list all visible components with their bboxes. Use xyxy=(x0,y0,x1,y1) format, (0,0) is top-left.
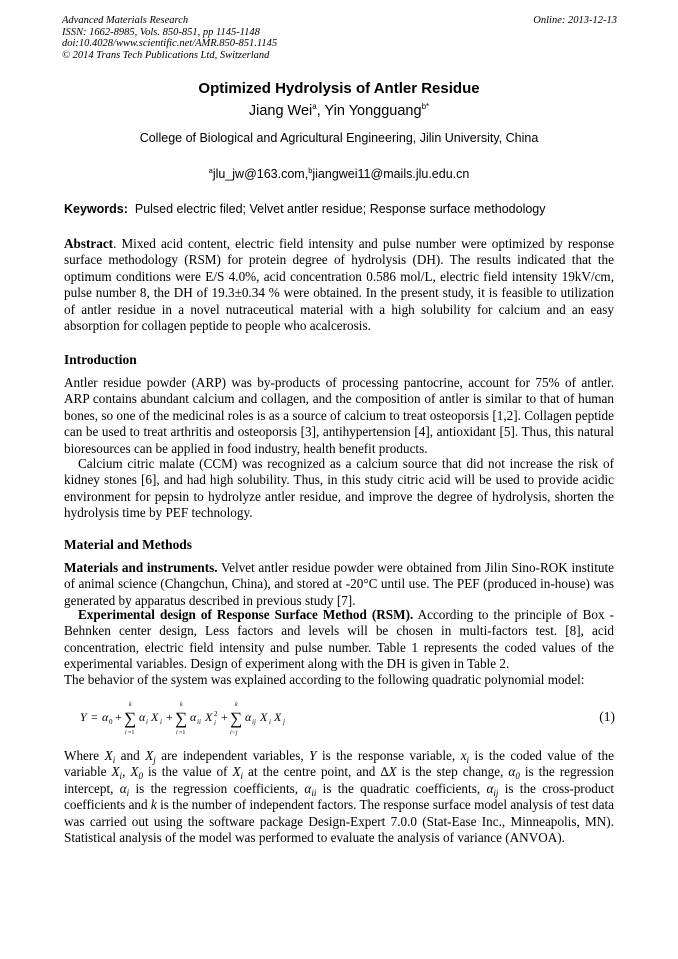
paragraph-text: is the quadratic coefficients, xyxy=(316,780,487,796)
methods-paragraph xyxy=(64,672,614,688)
paper-title: Optimized Hydrolysis of Antler Residue xyxy=(198,80,480,97)
author-line xyxy=(0,102,678,119)
doi-line: doi:10.4028/www.scientific.net/AMR.850-851.1145 xyxy=(62,38,278,49)
svg-text:X: X xyxy=(205,710,213,724)
introduction-heading: Introduction xyxy=(64,352,137,367)
email-line xyxy=(0,166,678,181)
svg-text:k: k xyxy=(180,702,183,708)
introduction-paragraph-2: Calcium citric malate (CCM) was recognized as a calcium source that did not increase the risk of kidney stones [6], and had high solubility. Thus, in this study citric acid will be used to provide acidic environment for pepsin to hydrolyze antler residue, and improve the degree of hydrolysis, shorten the hydrolysis time by PEF technology. xyxy=(64,456,614,521)
methods-paragraph xyxy=(64,607,614,673)
abstract-text: . Mixed acid content, electric field intensity and pulse number were optimized by response surface methodology (RSM) for protein degree of hydrolysis (DH). The results indicated that the optimum conditions were E/S 4.0%, acid concentration 0.586 mol/L, electric field intensity 19kV/cm, pulse number 8, the DH of 19.3±0.34 % were obtained. In the present study, it is feasible to utilization of antler residue in a novel nutraceutical material with a high solubility for calcium and an easy absorption for collagen peptide to people who acalcerosis. xyxy=(64,236,614,334)
svg-text:ij: ij xyxy=(252,718,256,726)
materials-label: Materials and instruments. xyxy=(64,560,218,575)
svg-text:0: 0 xyxy=(109,718,113,726)
affiliation: College of Biological and Agricultural Engineering, Jilin University, China xyxy=(139,131,539,145)
keywords-line xyxy=(64,202,619,216)
equation-1 xyxy=(80,697,615,739)
svg-text:X: X xyxy=(260,710,268,724)
abstract-paragraph xyxy=(64,236,614,334)
svg-text:i: i xyxy=(214,719,216,727)
svg-text:X: X xyxy=(274,710,282,724)
rsm-text: According to the principle of Box - Behnken center design, Less factors and levels will be chosen in multi-factors test. [8], acid concentration, electric field intensity and pulse number. Table 1 represents the coded values of the experimental variables. Design of experiment along with the DH is given in Table 2. xyxy=(64,607,614,672)
svg-text:i: i xyxy=(146,718,148,726)
introduction-paragraph-1: Antler residue powder (ARP) was by-products of processing pantocrine, account for 75% of antler. ARP contains abundant calcium and collagen, and the composition of antler is similar to that of human bones, so one of the medicinal roles is as a source of calcium to treat osteoporsis [1,2]. Collagen peptide can be used to treat arthritis and osteoporsis [3], antihypertension [4], antioxidant [5]. Thus, this natural bioresources can be applied in food industry, health benefit products. xyxy=(64,375,614,456)
svg-text:2: 2 xyxy=(214,710,218,718)
paragraph-text: Where xyxy=(64,748,105,763)
paragraph-text: is the coded value of the variable xyxy=(64,748,614,780)
svg-text:i: i xyxy=(125,730,127,736)
methods-paragraph xyxy=(64,560,614,609)
svg-text:=1: =1 xyxy=(128,730,135,736)
svg-text:k: k xyxy=(129,702,132,708)
copyright-line: © 2014 Trans Tech Publications Ltd, Switzerland xyxy=(62,49,270,61)
paragraph-text: at the centre point, and xyxy=(243,764,381,780)
svg-text:α: α xyxy=(102,710,109,724)
svg-text:i: i xyxy=(269,718,271,726)
email-mark: a xyxy=(208,166,213,175)
materials-text: Velvet antler residue powder were obtained from Jilin Sino-ROK institute of animal science (Changchun, China), and stored at -20°C until use. The PEF (produced in-house) was generated by apparatus described in previous study [7]. xyxy=(64,560,614,608)
paragraph-text: is the value of xyxy=(142,764,233,780)
rsm-label: Experimental design of Response Surface Method (RSM). xyxy=(78,607,414,622)
paragraph-text: is the regression intercept, xyxy=(64,764,614,796)
author-separator: , xyxy=(316,103,325,119)
svg-text:+: + xyxy=(166,710,173,724)
svg-text:=: = xyxy=(91,710,98,724)
svg-text:∑: ∑ xyxy=(230,709,243,728)
keywords-label: Keywords: xyxy=(64,202,128,216)
svg-text:i: i xyxy=(160,718,162,726)
online-date: Online: 2013-12-13 xyxy=(533,15,617,26)
introduction-paragraph xyxy=(64,456,614,522)
abstract-label: Abstract xyxy=(64,236,114,251)
email-address: jlu_jw@163.com, xyxy=(212,167,309,181)
equation-number: (1) xyxy=(599,709,615,724)
variables-paragraph: Where $X_i$ and $X_j$ are independent variables, Y is the response variable, $x_i$ is the coded value of the variable $X_i$, $X_0$ is the value of $X_i$ at the centre point, and ∆X is the step change, $\alpha_0$ is the regression intercept, $\alpha_i$ is the regression coefficients, $\alpha_{ii}$ is the quadratic coefficients, $\alpha_{ij}$ is the cross-product coefficients and k is the number of independent factors. The response surface model analysis of test data was carried out using the software package Design-Expert 7.0.0 (Stat-Ease Inc., Minneapolis, MN). Statistical analysis of the model was performed to evaluate the analysis of variance (ANVOA). xyxy=(64,748,614,846)
svg-text:∑: ∑ xyxy=(124,709,137,728)
svg-text:i<j: i<j xyxy=(230,730,238,736)
email-address: jiangwei11@mails.jlu.edu.cn xyxy=(312,167,470,181)
svg-text:ii: ii xyxy=(197,718,201,726)
author-affiliation-mark: a xyxy=(312,102,317,111)
paragraph-text: is the regression coefficients, xyxy=(129,780,305,796)
svg-text:+: + xyxy=(115,710,122,724)
model-intro-text: The behavior of the system was explained according to the following quadratic polynomial model: xyxy=(64,672,585,687)
journal-name: Advanced Materials Research xyxy=(62,15,189,26)
svg-text:=1: =1 xyxy=(179,730,186,736)
introduction-paragraph xyxy=(64,375,614,457)
journal-header xyxy=(62,15,617,61)
paragraph-text: is the cross-product coefficients and xyxy=(64,780,614,813)
paragraph-text: is the response variable, xyxy=(316,748,461,763)
svg-text:∑: ∑ xyxy=(175,709,188,728)
svg-text:j: j xyxy=(283,718,285,726)
svg-text:α: α xyxy=(139,710,146,724)
paragraph-text: is the number of independent factors. The response surface model analysis of test data was carried out using the software package Design-Expert 7.0.0 (Stat-Ease Inc., Minneapolis, MN). Statistical analysis of the model was performed to evaluate the analysis of variance (ANVOA). xyxy=(64,797,614,846)
quadratic-model-formula xyxy=(80,697,310,739)
author-affiliation-mark: b* xyxy=(421,102,430,111)
issn-line: ISSN: 1662-8985, Vols. 850-851, pp 1145-1148 xyxy=(62,26,260,38)
svg-text:α: α xyxy=(245,710,252,724)
keywords-text: Pulsed electric filed; Velvet antler residue; Response surface methodology xyxy=(134,202,546,216)
svg-text:k: k xyxy=(235,702,238,708)
svg-text:i: i xyxy=(176,730,178,736)
svg-text:α: α xyxy=(190,710,197,724)
email-mark: b xyxy=(308,166,313,175)
paragraph-text: is the step change, xyxy=(396,764,509,780)
methods-heading: Material and Methods xyxy=(64,537,192,552)
svg-text:Y: Y xyxy=(80,710,87,724)
svg-text:+: + xyxy=(221,710,228,724)
author-name: Jiang Wei xyxy=(248,103,313,119)
svg-text:X: X xyxy=(151,710,159,724)
author-name: Yin Yongguang xyxy=(324,103,422,119)
paragraph-text: are independent variables, xyxy=(155,748,310,763)
